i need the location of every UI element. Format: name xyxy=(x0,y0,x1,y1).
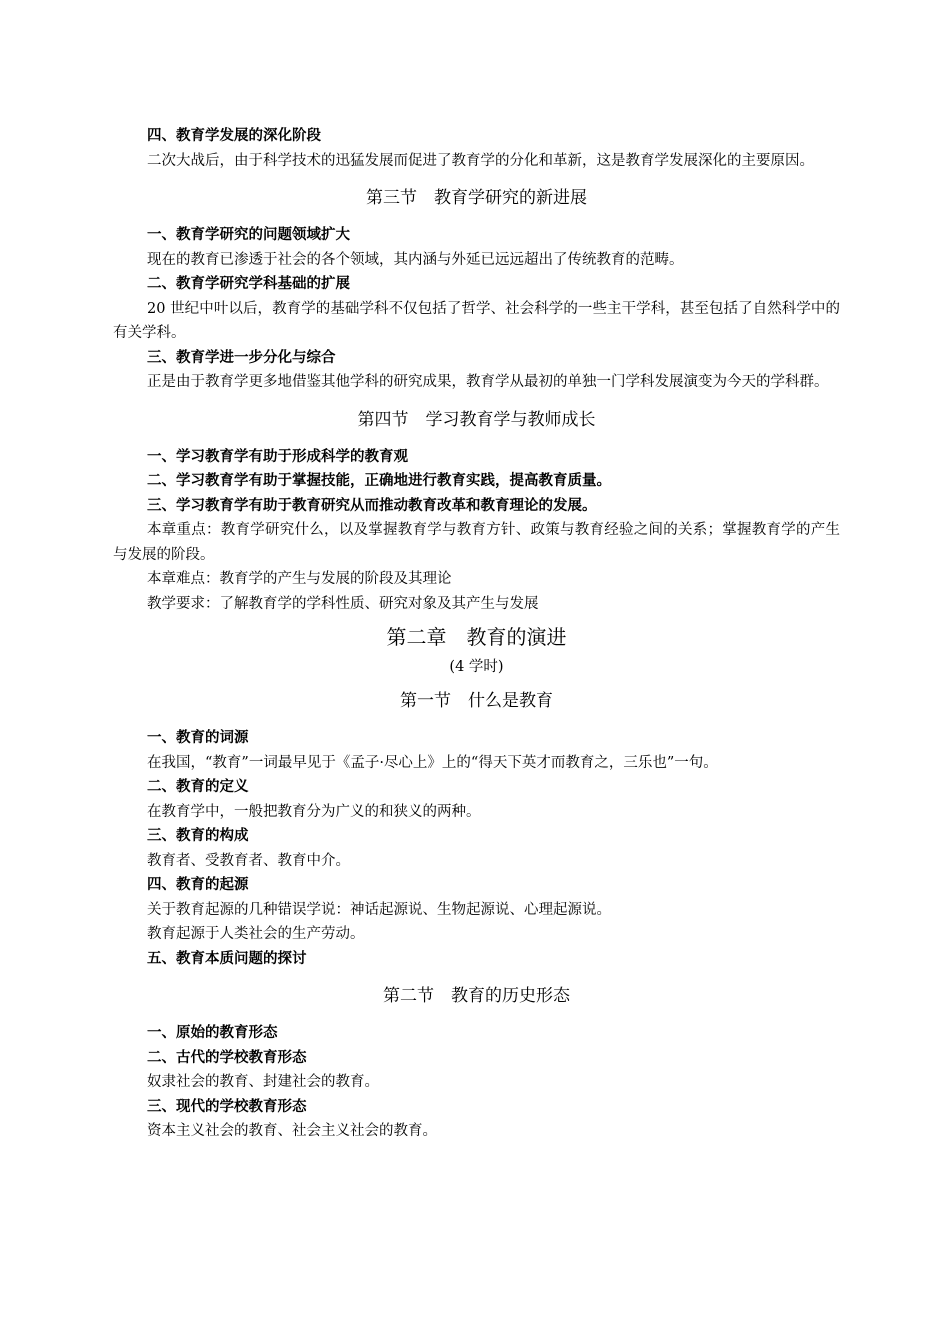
paragraph: 教育者、受教育者、教育中介。 xyxy=(147,852,350,869)
paragraph: 资本主义社会的教育、社会主义社会的教育。 xyxy=(147,1123,437,1139)
subheading: 二、古代的学校教育形态 xyxy=(147,1049,307,1066)
subheading: 四、教育的起源 xyxy=(147,877,249,893)
document-page xyxy=(113,124,840,1144)
subheading: 一、原始的教育形态 xyxy=(147,1025,278,1041)
section-title: 第一节 什么是教育 xyxy=(400,691,553,711)
section-title: 第四节 学习教育学与教师成长 xyxy=(357,409,596,430)
subheading: 二、学习教育学有助于掌握技能，正确地进行教育实践，提高教育质量。 xyxy=(147,473,611,489)
paragraph: 现在的教育已渗透于社会的各个领域，其内涵与外延已远远超出了传统教育的范畴。 xyxy=(147,251,684,268)
subheading: 三、教育学进一步分化与综合 xyxy=(147,349,336,366)
paragraph: 教育起源于人类社会的生产劳动。 xyxy=(147,926,365,942)
subheading: 三、现代的学校教育形态 xyxy=(147,1098,307,1115)
subheading: 二、教育的定义 xyxy=(147,779,249,795)
subheading: 五、教育本质问题的探讨 xyxy=(147,950,307,967)
chapter-title: 第二章 教育的演进 xyxy=(386,625,567,649)
subheading: 一、教育的词源 xyxy=(147,730,249,746)
chapter-hours: (4 学时) xyxy=(449,659,504,675)
paragraph: 奴隶社会的教育、封建社会的教育。 xyxy=(147,1074,379,1090)
subheading: 三、学习教育学有助于教育研究从而推动教育改革和教育理论的发展。 xyxy=(147,497,597,514)
paragraph: 教学要求：了解教育学的学科性质、研究对象及其产生与发展 xyxy=(147,595,539,612)
paragraph: 关于教育起源的几种错误学说：神话起源说、生物起源说、心理起源说。 xyxy=(147,901,611,918)
section-title: 第二节 教育的历史形态 xyxy=(383,986,570,1006)
section-title: 第三节 教育学研究的新进展 xyxy=(366,188,587,208)
paragraph: 二次大战后，由于科学技术的迅猛发展而促进了教育学的分化和革新，这是教育学发展深化的主要原因。 xyxy=(147,152,814,169)
subheading: 四、教育学发展的深化阶段 xyxy=(147,128,321,144)
paragraph: 正是由于教育学更多地借鉴其他学科的研究成果，教育学从最初的单独一门学科发展演变为今天的学科群。 xyxy=(147,374,829,390)
paragraph: 本章难点：教育学的产生与发展的阶段及其理论 xyxy=(147,571,452,587)
paragraph: 在教育学中，一般把教育分为广义的和狭义的两种。 xyxy=(147,803,481,820)
paragraph: 在我国，“教育”一词最早见于《孟子·尽心上》上的“得天下英才而教育之，三乐也”一句。 xyxy=(147,754,718,771)
paragraph: 20 世纪中叶以后，教育学的基础学科不仅包括了哲学、社会科学的一些主干学科，甚至包括了自然科学中的有关学科。 xyxy=(113,300,840,341)
subheading: 一、教育学研究的问题领域扩大 xyxy=(147,227,350,243)
subheading: 二、教育学研究学科基础的扩展 xyxy=(147,276,350,292)
subheading: 三、教育的构成 xyxy=(147,828,249,844)
subheading: 一、学习教育学有助于形成科学的教育观 xyxy=(147,448,408,465)
paragraph: 本章重点：教育学研究什么，以及掌握教育学与教育方针、政策与教育经验之间的关系；掌握教育学的产生与发展的阶段。 xyxy=(113,522,840,563)
